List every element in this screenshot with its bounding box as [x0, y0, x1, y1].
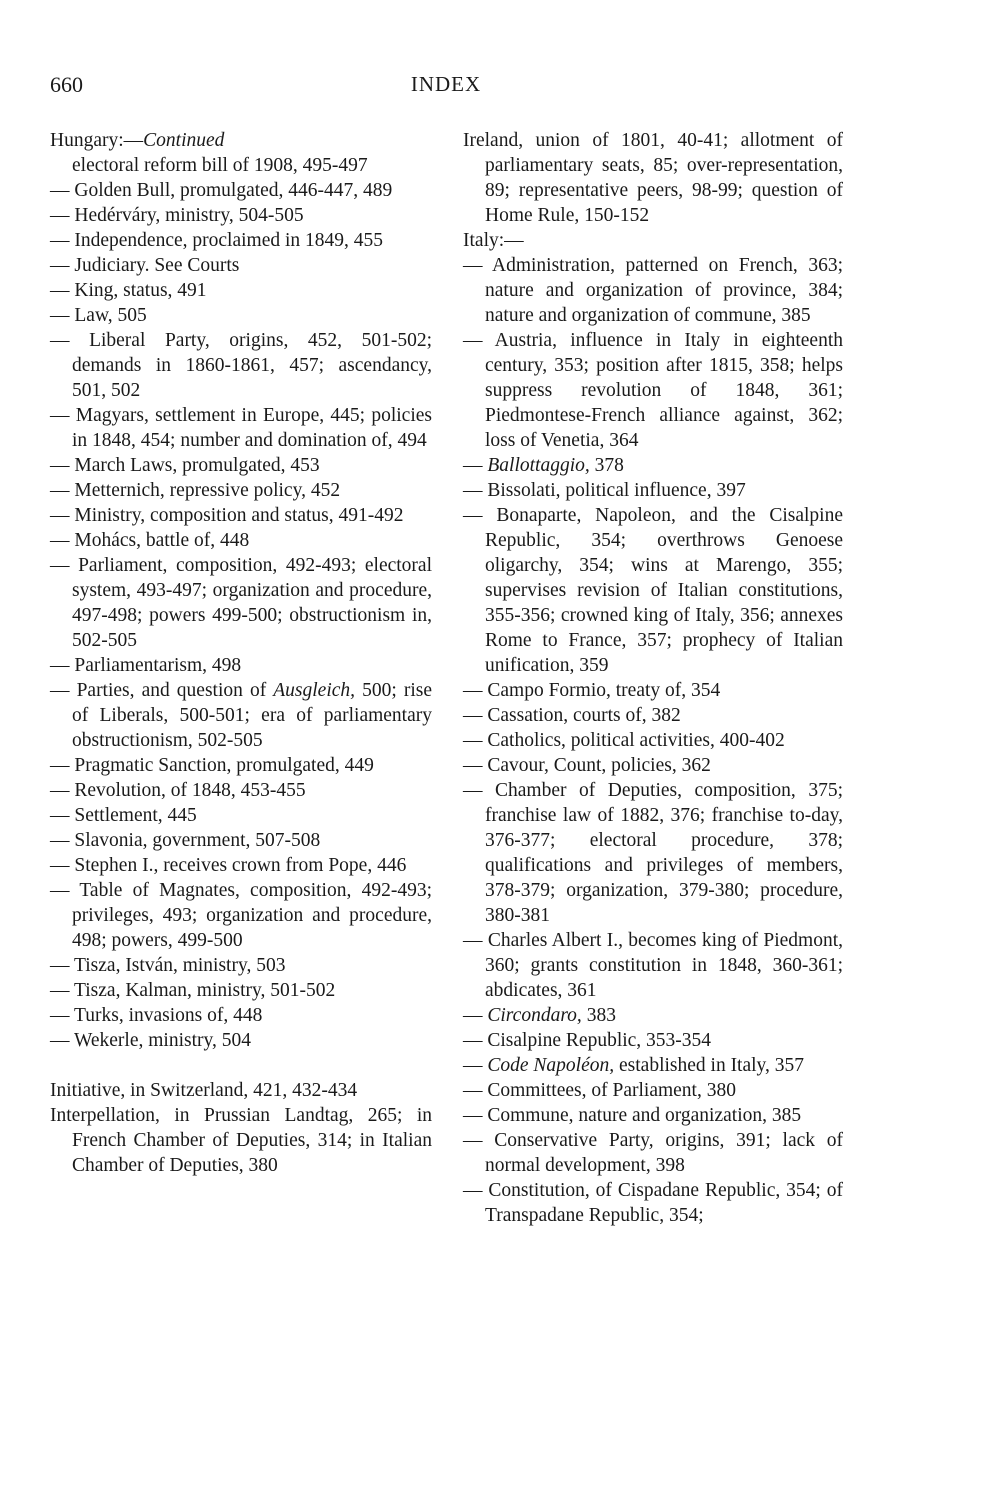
index-subentry	[50, 953, 432, 978]
index-subentry	[50, 978, 432, 1003]
index-subentry	[50, 828, 432, 853]
index-subentry	[50, 478, 432, 503]
entry-text: — Liberal Party, origins, 452, 501-502; demands in 1860-1861, 457; ascendancy, 501, 502	[50, 330, 432, 401]
entry-text: Italy:—	[463, 230, 524, 251]
entry-text: — Judiciary. See Courts	[50, 255, 240, 276]
entry-text: — Revolution, of 1848, 453-455	[50, 780, 306, 801]
entry-text: — Pragmatic Sanction, promulgated, 449	[50, 755, 374, 776]
index-subentry	[50, 328, 432, 403]
index-subentry	[50, 753, 432, 778]
entry-text: — Chamber of Deputies, composition, 375; franchise law of 1882, 376; franchise to-day, 376-377; electoral procedure, 378; qualifications and privileges of members, 378-379; organization, 379-380; procedure, 380-381	[463, 780, 843, 926]
entry-text: Hungary:—	[50, 130, 144, 151]
entry-text: — Austria, influence in Italy in eighteenth century, 353; position after 1815, 358; helps suppress revolution of 1848, 361; Piedmontese-French alliance against, 362; loss of Venetia, 364	[463, 330, 843, 451]
index-entry	[50, 1078, 432, 1103]
entry-text: — Bissolati, political influence, 397	[463, 480, 746, 501]
entry-text: — Tisza, István, ministry, 503	[50, 955, 286, 976]
entry-text: — Turks, invasions of, 448	[50, 1005, 263, 1026]
index-subentry	[463, 703, 843, 728]
entry-text: — Bonaparte, Napoleon, and the Cisalpine Republic, 354; overthrows Genoese oligarchy, 354; wins at Marengo, 355; supervises revision of Italian constitutions, 355-356; crowned king of Italy, 356; annexes Rome to France, 357; prophecy of Italian unification, 359	[463, 505, 843, 676]
entry-text: —	[463, 1005, 488, 1026]
page-header	[50, 72, 842, 102]
index-column-right	[463, 128, 843, 1228]
index-subentry	[50, 203, 432, 228]
entry-text: — Hedérváry, ministry, 504-505	[50, 205, 304, 226]
entry-text: — Cisalpine Republic, 353-354	[463, 1030, 712, 1051]
index-subentry	[463, 728, 843, 753]
index-subentry	[50, 1003, 432, 1028]
entry-italic-text: Ausgleich,	[273, 680, 356, 701]
entry-text: — Charles Albert I., becomes king of Piedmont, 360; grants constitution in 1848, 360-361; abdicates, 361	[463, 930, 843, 1001]
entry-text: — Independence, proclaimed in 1849, 455	[50, 230, 384, 251]
entry-text: — King, status, 491	[50, 280, 207, 301]
index-subentry	[463, 328, 843, 453]
entry-text: — Constitution, of Cispadane Republic, 354; of Transpadane Republic, 354;	[463, 1180, 843, 1226]
index-subentry	[463, 1078, 843, 1103]
index-column-left	[50, 128, 432, 1178]
entry-text: electoral reform bill of 1908, 495-497	[72, 155, 368, 176]
index-subentry	[50, 528, 432, 553]
entry-italic-text: Continued	[143, 130, 225, 151]
entry-text: — Parties, and question of	[50, 680, 274, 701]
entry-text: — Commune, nature and organization, 385	[463, 1105, 802, 1126]
index-subentry	[50, 253, 432, 278]
index-subentry	[50, 303, 432, 328]
entry-text: — Magyars, settlement in Europe, 445; policies in 1848, 454; number and domination of, 494	[50, 405, 432, 451]
entry-italic-text: Ballottaggio,	[487, 455, 590, 476]
index-subentry	[463, 928, 843, 1003]
entry-text: Ireland, union of 1801, 40-41; allotment of parliamentary seats, 85; over-representation, 89; representative peers, 98-99; question of Home Rule, 150-152	[463, 130, 843, 226]
entry-text: — Conservative Party, origins, 391; lack of normal development, 398	[463, 1130, 843, 1176]
entry-spacer	[50, 1053, 432, 1078]
entry-text: — Campo Formio, treaty of, 354	[463, 680, 721, 701]
index-subentry	[463, 1103, 843, 1128]
entry-text-after: 383	[581, 1005, 616, 1026]
index-subentry	[463, 1128, 843, 1178]
index-subentry	[50, 678, 432, 753]
index-entry	[463, 128, 843, 228]
entry-text: —	[463, 455, 488, 476]
index-entry	[463, 228, 843, 253]
index-subentry	[50, 153, 432, 178]
index-subentry	[50, 778, 432, 803]
index-subentry	[463, 678, 843, 703]
entry-text: — Parliamentarism, 498	[50, 655, 242, 676]
index-subentry	[50, 803, 432, 828]
index-subentry	[463, 453, 843, 478]
entry-text: — Cavour, Count, policies, 362	[463, 755, 711, 776]
index-subentry	[463, 1003, 843, 1028]
index-subentry	[50, 853, 432, 878]
entry-text: — Mohács, battle of, 448	[50, 530, 250, 551]
entry-text: Interpellation, in Prussian Landtag, 265; in French Chamber of Deputies, 314; in Italian Chamber of Deputies, 380	[50, 1105, 432, 1176]
index-subentry	[50, 878, 432, 953]
index-subentry	[463, 1178, 843, 1228]
index-subentry	[463, 478, 843, 503]
entry-italic-text: Circondaro,	[487, 1005, 582, 1026]
entry-italic-text: Code Napoléon,	[487, 1055, 615, 1076]
index-subentry	[50, 178, 432, 203]
index-subentry	[463, 1028, 843, 1053]
page-title: INDEX	[410, 72, 482, 96]
entry-text-after: established in Italy, 357	[614, 1055, 805, 1076]
entry-text: — Law, 505	[50, 305, 147, 326]
entry-text: — March Laws, promulgated, 453	[50, 455, 320, 476]
index-entry	[50, 128, 432, 153]
index-entry	[50, 1103, 432, 1178]
entry-text: — Slavonia, government, 507-508	[50, 830, 321, 851]
entry-text: — Committees, of Parliament, 380	[463, 1080, 736, 1101]
entry-text: — Settlement, 445	[50, 805, 197, 826]
index-subentry	[50, 503, 432, 528]
entry-text: Initiative, in Switzerland, 421, 432-434	[50, 1080, 358, 1101]
index-subentry	[50, 553, 432, 653]
entry-text: — Parliament, composition, 492-493; electoral system, 493-497; organization and procedure, 497-498; powers 499-500; obstructionism in, 502-505	[50, 555, 432, 651]
entry-text: — Administration, patterned on French, 363; nature and organization of province, 384; nature and organization of commune, 385	[463, 255, 843, 326]
entry-text: —	[463, 1055, 488, 1076]
entry-text: — Table of Magnates, composition, 492-493; privileges, 493; organization and procedure, 498; powers, 499-500	[50, 880, 432, 951]
index-subentry	[50, 228, 432, 253]
index-subentry	[50, 453, 432, 478]
entry-text: — Metternich, repressive policy, 452	[50, 480, 341, 501]
index-subentry	[463, 778, 843, 928]
index-subentry	[463, 503, 843, 678]
page-number: 660	[50, 72, 83, 97]
entry-text: — Stephen I., receives crown from Pope, 446	[50, 855, 407, 876]
index-subentry	[463, 253, 843, 328]
entry-text: — Tisza, Kalman, ministry, 501-502	[50, 980, 336, 1001]
entry-text: — Catholics, political activities, 400-402	[463, 730, 785, 751]
index-subentry	[463, 753, 843, 778]
entry-text: — Cassation, courts of, 382	[463, 705, 681, 726]
index-subentry	[50, 1028, 432, 1053]
entry-text: — Golden Bull, promulgated, 446-447, 489	[50, 180, 393, 201]
entry-text: — Ministry, composition and status, 491-492	[50, 505, 404, 526]
index-subentry	[50, 278, 432, 303]
index-subentry	[463, 1053, 843, 1078]
index-subentry	[50, 403, 432, 453]
entry-text-after: 500; rise of Liberals, 500-501; era of parliamentary obstructionism, 502-505	[72, 680, 432, 751]
entry-text-after: 378	[589, 455, 624, 476]
entry-text: — Wekerle, ministry, 504	[50, 1030, 251, 1051]
index-subentry	[50, 653, 432, 678]
